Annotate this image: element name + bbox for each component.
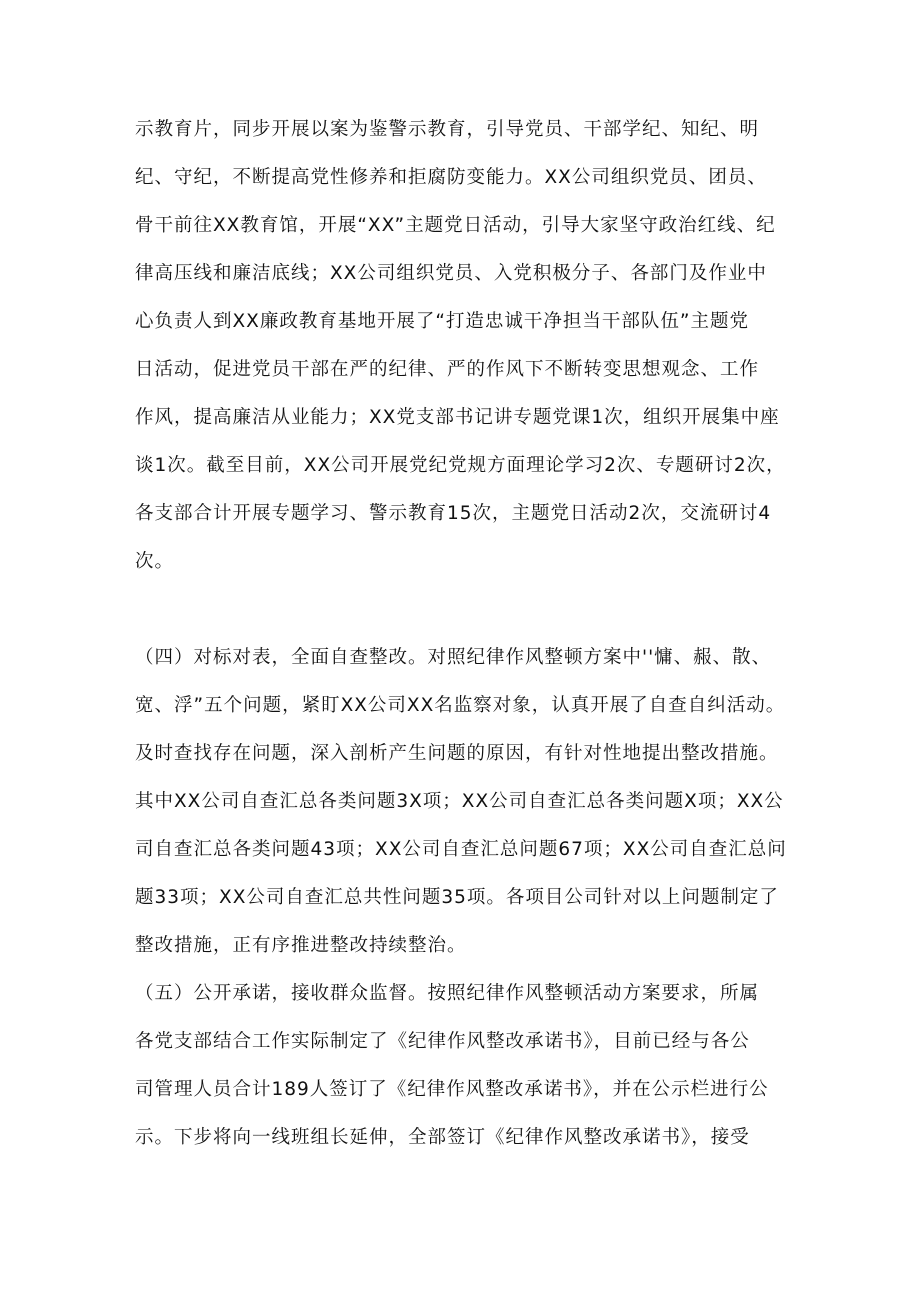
section-heading-four: （四）对标对表，全面自查整改。对照纪律作风整顿方案中''慵、赧、散、 xyxy=(135,647,772,668)
text-line: 及时查找存在问题，深入剖析产生问题的原因，有针对性地提出整改措施。 xyxy=(135,743,779,764)
text-line: 司自查汇总各类问题43项；XX公司自查汇总问题67项；XX公司自查汇总问 xyxy=(135,839,787,860)
text-line: 各党支部结合工作实际制定了《纪律作风整改承诺书》，目前已经与各公 xyxy=(135,1031,750,1052)
text-line: 日活动，促进党员干部在严的纪律、严的作风下不断转变思想观念、工作 xyxy=(135,359,760,380)
text-line: 其中XX公司自查汇总各类问题3X项；XX公司自查汇总各类问题X项；XX公 xyxy=(135,791,784,812)
text-line: 示。下步将向一线班组长延伸，全部签订《纪律作风整改承诺书》，接受 xyxy=(135,1127,750,1148)
text-line: 律高压线和廉洁底线；XX公司组织党员、入党积极分子、各部门及作业中 xyxy=(135,263,767,284)
text-line: 作风，提高廉洁从业能力；XX党支部书记讲专题党课1次，组织开展集中座 xyxy=(135,407,780,428)
text-line: 骨干前往XX教育馆，开展“XX”主题党日活动，引导大家坚守政治红线、纪 xyxy=(135,215,776,236)
text-line: 司管理人员合计189人签订了《纪律作风整改承诺书》，并在公示栏进行公 xyxy=(135,1079,769,1100)
text-line: 示教育片，同步开展以案为鉴警示教育，引导党员、干部学纪、知纪、明 xyxy=(135,119,760,140)
text-line: 宽、浮”五个问题，紧盯XX公司XX名监察对象，认真开展了自查自纠活动。 xyxy=(135,695,786,716)
text-line: 谈1次。截至目前，XX公司开展党纪党规方面理论学习2次、专题研讨2次， xyxy=(135,455,786,476)
text-line: 题33项；XX公司自查汇总共性问题35项。各项目公司针对以上问题制定了 xyxy=(135,887,779,908)
text-line: 纪、守纪，不断提高党性修养和拒腐防变能力。XX公司组织党员、团员、 xyxy=(135,167,767,188)
text-line: 次。 xyxy=(135,551,175,572)
text-line: 各支部合计开展专题学习、警示教育15次，主题党日活动2次，交流研讨4 xyxy=(135,503,772,524)
text-line: 心负责人到XX廉政教育基地开展了“打造忠诚干净担当干部队伍”主题党 xyxy=(135,311,750,332)
text-line: 整改措施，正有序推进整改持续整治。 xyxy=(135,935,467,956)
section-heading-five: （五）公开承诺，接收群众监督。按照纪律作风整顿活动方案要求，所属 xyxy=(135,983,760,1004)
